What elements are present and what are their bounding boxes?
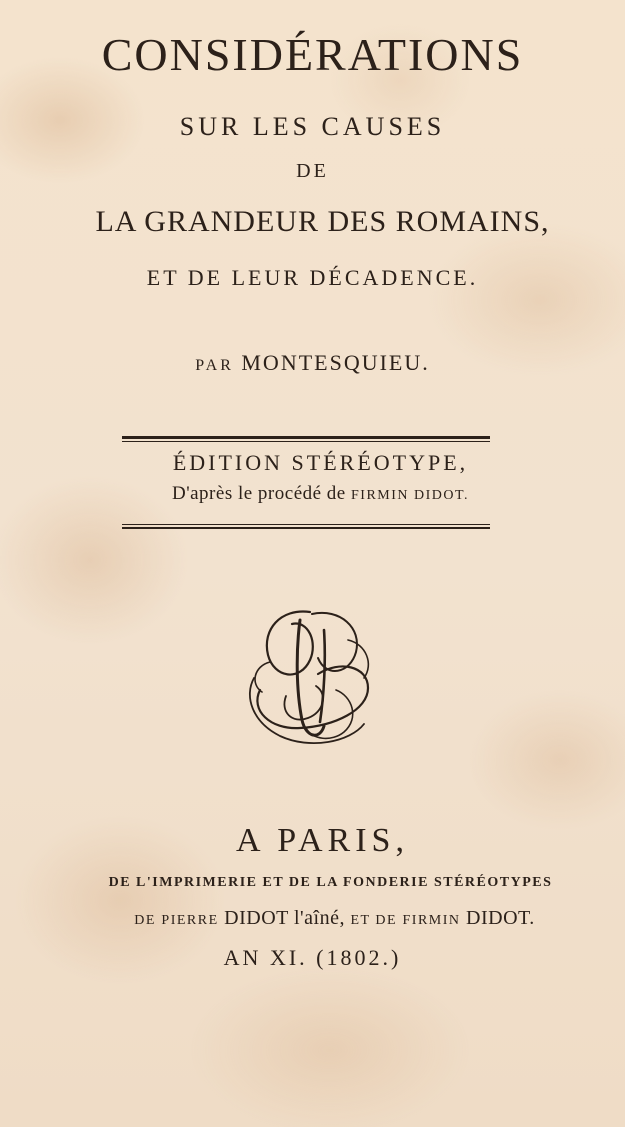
- edition-label: ÉDITION STÉRÉOTYPE,: [172, 450, 469, 475]
- publisher-surname-1: DIDOT: [224, 907, 289, 929]
- book-title: CONSIDÉRATIONS: [101, 29, 524, 80]
- edition-note: [8, 483, 625, 505]
- didot-monogram-icon: [240, 600, 380, 755]
- bottom-rule: [122, 527, 490, 529]
- top-rule: [122, 436, 490, 439]
- author-prefix: PAR: [195, 357, 234, 374]
- printer-line: DE L'IMPRIMERIE ET DE LA FONDERIE STÉRÉOTYPES: [108, 875, 553, 890]
- subtitle-line-3: ET DE LEUR DÉCADENCE.: [146, 265, 479, 290]
- author-line: [0, 350, 625, 376]
- publisher-name-2: FIRMIN: [402, 913, 461, 928]
- subtitle-line-1: SUR LES CAUSES: [179, 112, 446, 141]
- publisher-name-1: PIERRE: [161, 913, 219, 928]
- subtitle-line-2: LA GRANDEUR DES ROMAINS,: [95, 205, 550, 238]
- edition-note-prefix: D'après le procédé de: [171, 483, 346, 504]
- place-of-publication: A PARIS,: [236, 822, 409, 859]
- publisher-aine: l'aîné,: [294, 907, 345, 929]
- publisher-et-de: ET DE: [350, 913, 397, 928]
- top-rule-thin: [122, 441, 490, 442]
- publisher-line: [22, 907, 625, 930]
- author-name: MONTESQUIEU.: [241, 350, 430, 375]
- subtitle-de: DE: [296, 160, 329, 182]
- publication-date: AN XI. (1802.): [223, 945, 402, 970]
- publisher-surname-2: DIDOT.: [466, 907, 535, 929]
- publisher-de: DE: [134, 913, 156, 928]
- edition-note-name: FIRMIN DIDOT.: [351, 488, 470, 503]
- bottom-rule-thin: [122, 524, 490, 525]
